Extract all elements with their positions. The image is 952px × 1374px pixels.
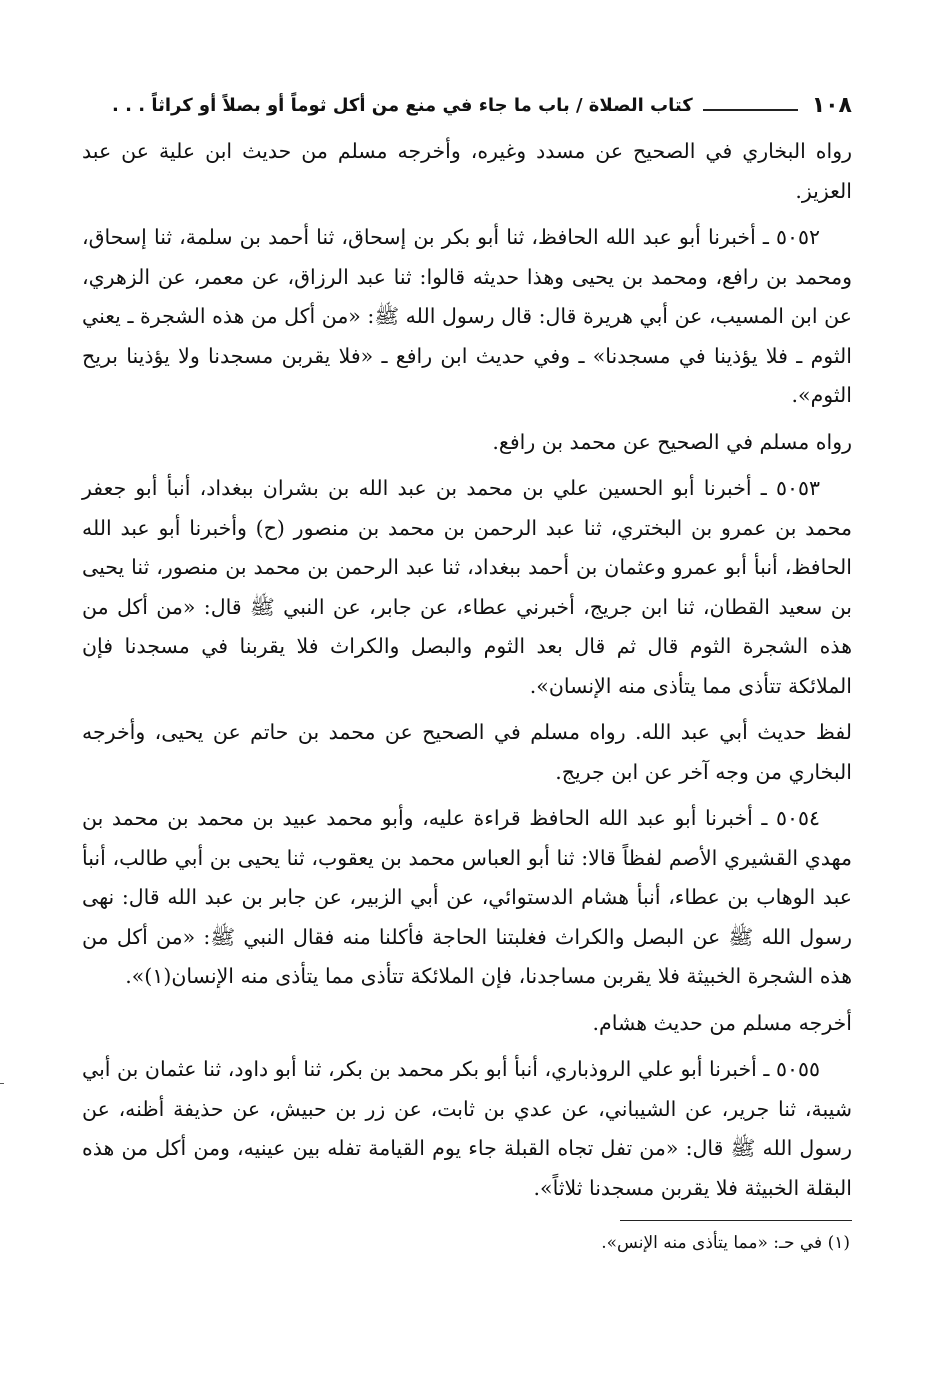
- header-title: كتاب الصلاة / باب ما جاء في منع من أكل ثوماً أو بصلاً أو كراثاً . . .: [112, 94, 693, 116]
- hadith-5053: ٥٠٥٣ ـ أخبرنا أبو الحسين علي بن محمد بن عبد الله بن بشران ببغداد، أنبأ أبو جعفر محمد بن عمرو بن البختري، ثنا عبد الرحمن بن محمد بن منصور (ح) وأخبرنا أبو عبد الله الحافظ، أنبأ أبو عمرو وعثمان بن أحمد ببغداد، ثنا عبد الرحمن بن محمد بن منصور، ثنا يحيى بن سعيد القطان، ثنا ابن جريج، أخبرني عطاء، عن جابر، عن النبي ﷺ قال: «من أكل من هذه الشجرة الثوم قال ثم قال بعد الثوم والبصل والكراث فلا يقربنا في مسجدنا فإن الملائكة تتأذى مما يتأذى منه الإنسان».: [82, 476, 852, 698]
- footnote: (١) في حـ: «مما يتأذى منه الإنس».: [601, 1233, 850, 1253]
- running-header: [82, 88, 852, 122]
- paragraph-commentary: لفظ حديث أبي عبد الله. رواه مسلم في الصحيح عن محمد بن حاتم عن يحيى، وأخرجه البخاري من وجه آخر عن ابن جريج.: [82, 720, 852, 784]
- footnote-rule: [620, 1220, 852, 1221]
- page-body: [82, 132, 852, 1208]
- paragraph-commentary: رواه البخاري في الصحيح عن مسدد وغيره، وأخرجه مسلم من حديث ابن علية عن عبد العزيز.: [82, 139, 852, 203]
- header-rule: [703, 109, 798, 111]
- paragraph-commentary: أخرجه مسلم من حديث هشام.: [592, 1010, 852, 1035]
- margin-mark: [0, 1083, 4, 1084]
- hadith-5054: ٥٠٥٤ ـ أخبرنا أبو عبد الله الحافظ قراءة عليه، وأبو محمد عبيد بن محمد بن محمد بن مهدي القشيري الأصم لفظاً قالا: ثنا أبو العباس محمد بن يعقوب، ثنا يحيى بن أبي طالب، أنبأ عبد الوهاب بن عطاء، أنبأ هشام الدستوائي، عن أبي الزبير، عن جابر بن عبد الله قال: نهى رسول الله ﷺ عن البصل والكراث فغلبتنا الحاجة فأكلنا منه فقال النبي ﷺ: «من أكل من هذه الشجرة الخبيثة فلا يقربن مساجدنا، فإن الملائكة تتأذى مما يتأذى منه الإنسان(١)».: [82, 806, 852, 988]
- page-number: ١٠٨: [811, 92, 852, 118]
- hadith-5055: ٥٠٥٥ ـ أخبرنا أبو علي الروذباري، أنبأ أبو بكر محمد بن بكر، ثنا أبو داود، ثنا عثمان بن أبي شيبة، ثنا جرير، عن الشيباني، عن عدي بن ثابت، عن زر بن حبيش، عن حذيفة أظنه، عن رسول الله ﷺ قال: «من تفل تجاه القبلة جاء يوم القيامة تفله بين عينيه، ومن أكل من هذه البقلة الخبيثة فلا يقربن مسجدنا ثلاثاً».: [82, 1057, 852, 1200]
- hadith-5052: ٥٠٥٢ ـ أخبرنا أبو عبد الله الحافظ، ثنا أبو بكر بن إسحاق، ثنا أحمد بن سلمة، ثنا إسحاق، ومحمد بن رافع، ومحمد بن يحيى وهذا حديثه قالوا: ثنا عبد الرزاق، عن معمر، عن الزهري، عن ابن المسيب، عن أبي هريرة قال: قال رسول الله ﷺ: «من أكل من هذه الشجرة ـ يعني الثوم ـ فلا يؤذينا في مسجدنا» ـ وفي حديث ابن رافع ـ «فلا يقربن مسجدنا ولا يؤذينا بريح الثوم».: [82, 225, 852, 407]
- book-page: [82, 88, 852, 1257]
- paragraph-commentary: رواه مسلم في الصحيح عن محمد بن رافع.: [492, 429, 852, 454]
